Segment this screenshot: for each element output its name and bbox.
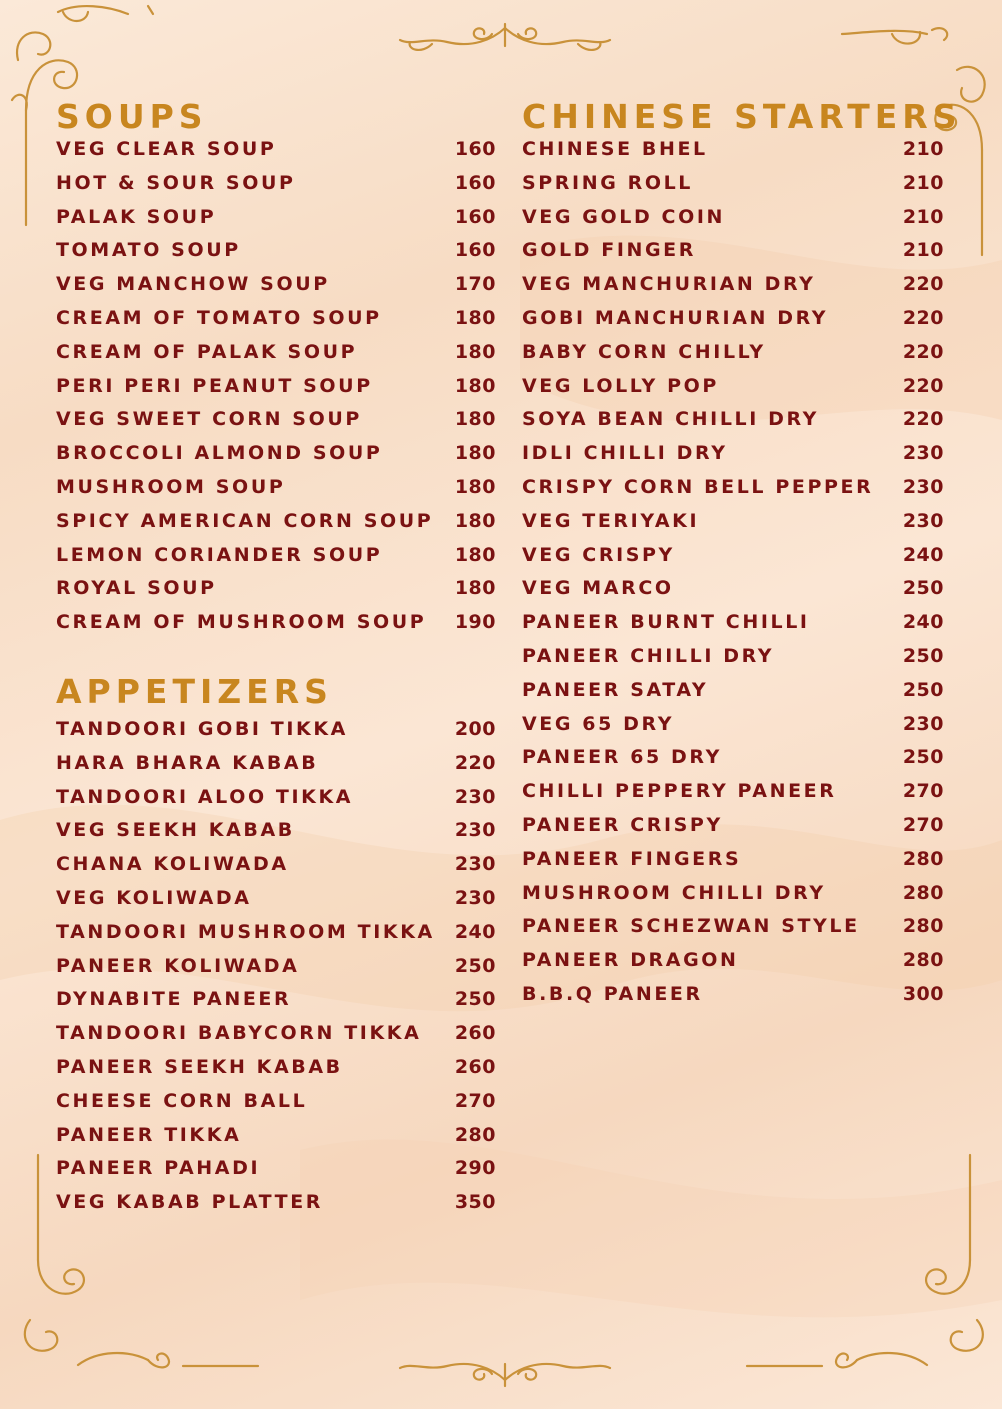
menu-item — [56, 781, 496, 815]
menu-item-name: SPRING ROLL — [522, 171, 694, 194]
menu-item-price: 190 — [454, 611, 496, 634]
menu-item-price: 180 — [454, 306, 496, 329]
section-title-appetizers: APPETIZERS — [56, 672, 333, 711]
menu-item-name: PANEER 65 DRY — [522, 746, 722, 769]
menu-item — [56, 1051, 496, 1085]
menu-item — [522, 640, 944, 674]
menu-item-name: SPICY AMERICAN CORN SOUP — [56, 509, 434, 532]
menu-item-price: 170 — [454, 273, 496, 296]
menu-item-price: 220 — [454, 751, 496, 774]
menu-item-price: 210 — [902, 239, 944, 262]
menu-item — [56, 268, 496, 302]
menu-item — [522, 505, 944, 539]
menu-item — [56, 302, 496, 336]
menu-item-name: CRISPY CORN BELL PEPPER — [522, 475, 874, 498]
menu-item-price: 230 — [454, 785, 496, 808]
menu-item — [56, 606, 496, 640]
menu-item — [56, 814, 496, 848]
menu-item — [522, 133, 944, 167]
menu-item-price: 260 — [454, 1022, 496, 1045]
menu-item-price: 230 — [902, 509, 944, 532]
menu-item-price: 220 — [902, 273, 944, 296]
menu-item — [522, 843, 944, 877]
menu-item-name: TANDOORI GOBI TIKKA — [56, 718, 348, 740]
menu-item-price: 200 — [454, 718, 496, 740]
chinese-starters-list — [522, 133, 944, 1012]
menu-item-price: 250 — [454, 954, 496, 977]
menu-item-name: TANDOORI MUSHROOM TIKKA — [56, 920, 435, 943]
menu-item-price: 250 — [902, 644, 944, 667]
menu-item — [522, 775, 944, 809]
menu-item — [56, 539, 496, 573]
menu-item-name: VEG KABAB PLATTER — [56, 1191, 324, 1214]
menu-item-name: PANEER BURNT CHILLI — [522, 611, 810, 634]
menu-item-price: 230 — [454, 819, 496, 842]
menu-item-name: GOBI MANCHURIAN DRY — [522, 306, 829, 329]
menu-item — [522, 302, 944, 336]
menu-item-price: 280 — [902, 847, 944, 870]
menu-item-name: TANDOORI BABYCORN TIKKA — [56, 1022, 422, 1045]
menu-item — [56, 505, 496, 539]
menu-item — [522, 741, 944, 775]
menu-item — [56, 1152, 496, 1186]
menu-item-name: VEG CLEAR SOUP — [56, 138, 277, 160]
menu-item — [56, 1085, 496, 1119]
menu-item-price: 250 — [454, 988, 496, 1011]
menu-item-price: 180 — [454, 509, 496, 532]
menu-item-price: 250 — [902, 577, 944, 600]
menu-item-price: 240 — [454, 920, 496, 943]
menu-item-price: 210 — [902, 205, 944, 228]
menu-item — [56, 437, 496, 471]
menu-item-name: CREAM OF TOMATO SOUP — [56, 306, 382, 329]
menu-item-price: 280 — [902, 881, 944, 904]
menu-item-name: PANEER SEEKH KABAB — [56, 1055, 343, 1078]
menu-item-name: PALAK SOUP — [56, 205, 217, 228]
menu-item-price: 230 — [902, 712, 944, 735]
menu-item-price: 350 — [454, 1191, 496, 1214]
menu-item-name: MUSHROOM SOUP — [56, 475, 286, 498]
menu-item — [522, 403, 944, 437]
menu-item-price: 250 — [902, 678, 944, 701]
menu-item-name: VEG CRISPY — [522, 543, 675, 566]
menu-item-name: PANEER SATAY — [522, 678, 709, 701]
menu-item — [522, 877, 944, 911]
menu-item — [522, 978, 944, 1012]
menu-item — [56, 370, 496, 404]
menu-item-name: GOLD FINGER — [522, 239, 696, 262]
menu-item-price: 180 — [454, 408, 496, 431]
menu-item-price: 230 — [902, 442, 944, 465]
menu-item — [56, 234, 496, 268]
menu-item-price: 230 — [902, 475, 944, 498]
menu-item-price: 280 — [902, 915, 944, 938]
menu-item-price: 220 — [902, 374, 944, 397]
menu-item-price: 210 — [902, 138, 944, 160]
menu-item-name: VEG MARCO — [522, 577, 674, 600]
menu-item-price: 220 — [902, 306, 944, 329]
menu-item-price: 180 — [454, 340, 496, 363]
menu-item-price: 160 — [454, 239, 496, 262]
menu-item-name: BABY CORN CHILLY — [522, 340, 766, 363]
section-title-soups: SOUPS — [56, 97, 208, 136]
menu-item-price: 180 — [454, 543, 496, 566]
menu-item — [522, 708, 944, 742]
menu-item-name: PANEER FINGERS — [522, 847, 742, 870]
menu-item — [522, 539, 944, 573]
menu-item-price: 180 — [454, 475, 496, 498]
menu-item — [522, 809, 944, 843]
menu-item-name: VEG LOLLY POP — [522, 374, 719, 397]
menu-item — [522, 167, 944, 201]
menu-item-name: VEG SEEKH KABAB — [56, 819, 295, 842]
menu-item-name: DYNABITE PANEER — [56, 988, 292, 1011]
menu-item-price: 160 — [454, 138, 496, 160]
menu-item-price: 160 — [454, 171, 496, 194]
menu-item-name: PANEER DRAGON — [522, 949, 739, 972]
menu-item — [56, 1186, 496, 1220]
menu-item-name: CHEESE CORN BALL — [56, 1089, 308, 1112]
menu-item — [56, 950, 496, 984]
menu-item-price: 220 — [902, 340, 944, 363]
menu-item-price: 260 — [454, 1055, 496, 1078]
menu-item-price: 180 — [454, 577, 496, 600]
menu-item — [56, 201, 496, 235]
menu-item — [56, 747, 496, 781]
menu-item — [56, 1017, 496, 1051]
menu-item-price: 180 — [454, 442, 496, 465]
menu-item-price: 230 — [454, 886, 496, 909]
menu-item — [522, 336, 944, 370]
menu-item — [56, 713, 496, 747]
menu-item-name: MUSHROOM CHILLI DRY — [522, 881, 826, 904]
menu-item — [522, 944, 944, 978]
menu-item-name: CHANA KOLIWADA — [56, 853, 289, 876]
menu-item-price: 210 — [902, 171, 944, 194]
menu-item-price: 240 — [902, 611, 944, 634]
soups-list — [56, 133, 496, 640]
menu-item-name: TANDOORI ALOO TIKKA — [56, 785, 354, 808]
menu-item — [56, 133, 496, 167]
menu-item — [56, 471, 496, 505]
menu-item — [522, 471, 944, 505]
menu-item — [522, 268, 944, 302]
menu-item-name: CHILLI PEPPERY PANEER — [522, 780, 837, 803]
menu-item-price: 280 — [902, 949, 944, 972]
menu-item — [522, 370, 944, 404]
menu-item — [522, 437, 944, 471]
menu-item — [56, 916, 496, 950]
corner-flourish-bottom-right — [742, 1150, 997, 1390]
menu-item-price: 270 — [454, 1089, 496, 1112]
menu-item — [56, 572, 496, 606]
menu-item-name: LEMON CORIANDER SOUP — [56, 543, 383, 566]
menu-item-name: PANEER KOLIWADA — [56, 954, 300, 977]
menu-item-price: 290 — [454, 1157, 496, 1180]
menu-item-name: CREAM OF MUSHROOM SOUP — [56, 611, 427, 634]
menu-item-name: CREAM OF PALAK SOUP — [56, 340, 358, 363]
menu-item-name: PANEER SCHEZWAN STYLE — [522, 915, 860, 938]
menu-item-name: PERI PERI PEANUT SOUP — [56, 374, 373, 397]
menu-item-price: 180 — [454, 374, 496, 397]
menu-item-price: 160 — [454, 205, 496, 228]
menu-item-name: VEG TERIYAKI — [522, 509, 700, 532]
menu-item-name: PANEER CRISPY — [522, 813, 723, 836]
menu-item-name: PANEER PAHADI — [56, 1157, 261, 1180]
menu-item-name: VEG MANCHURIAN DRY — [522, 273, 816, 296]
menu-item — [56, 167, 496, 201]
menu-item-name: VEG SWEET CORN SOUP — [56, 408, 362, 431]
menu-item-price: 250 — [902, 746, 944, 769]
menu-item-price: 300 — [902, 982, 944, 1005]
menu-item — [522, 606, 944, 640]
top-scroll-ornament — [392, 20, 618, 60]
menu-item-name: ROYAL SOUP — [56, 577, 217, 600]
menu-item-name: TOMATO SOUP — [56, 239, 241, 262]
menu-item — [56, 983, 496, 1017]
menu-item — [56, 882, 496, 916]
section-title-chinese-starters: CHINESE STARTERS — [522, 97, 962, 136]
menu-item — [522, 201, 944, 235]
appetizers-list — [56, 713, 496, 1220]
menu-item-name: VEG MANCHOW SOUP — [56, 273, 330, 296]
menu-item — [56, 848, 496, 882]
menu-item-name: PANEER TIKKA — [56, 1123, 242, 1146]
menu-item-name: HOT & SOUR SOUP — [56, 171, 296, 194]
menu-item-price: 230 — [454, 853, 496, 876]
menu-item-name: VEG 65 DRY — [522, 712, 675, 735]
menu-item — [522, 572, 944, 606]
menu-item-name: SOYA BEAN CHILLI DRY — [522, 408, 820, 431]
menu-item-name: B.B.Q PANEER — [522, 982, 703, 1005]
menu-item-name: VEG GOLD COIN — [522, 205, 726, 228]
menu-item-price: 220 — [902, 408, 944, 431]
menu-item — [522, 910, 944, 944]
menu-item-price: 270 — [902, 813, 944, 836]
menu-item — [56, 403, 496, 437]
menu-item-price: 280 — [454, 1123, 496, 1146]
bottom-scroll-ornament — [392, 1350, 618, 1390]
menu-item-name: VEG KOLIWADA — [56, 886, 252, 909]
menu-item-price: 240 — [902, 543, 944, 566]
menu-item — [56, 336, 496, 370]
menu-item-price: 270 — [902, 780, 944, 803]
menu-item-name: BROCCOLI ALMOND SOUP — [56, 442, 383, 465]
menu-item — [522, 674, 944, 708]
menu-item-name: IDLI CHILLI DRY — [522, 442, 728, 465]
menu-item — [56, 1119, 496, 1153]
menu-item — [522, 234, 944, 268]
menu-item-name: HARA BHARA KABAB — [56, 751, 319, 774]
menu-item-name: CHINESE BHEL — [522, 138, 708, 160]
menu-item-name: PANEER CHILLI DRY — [522, 644, 775, 667]
